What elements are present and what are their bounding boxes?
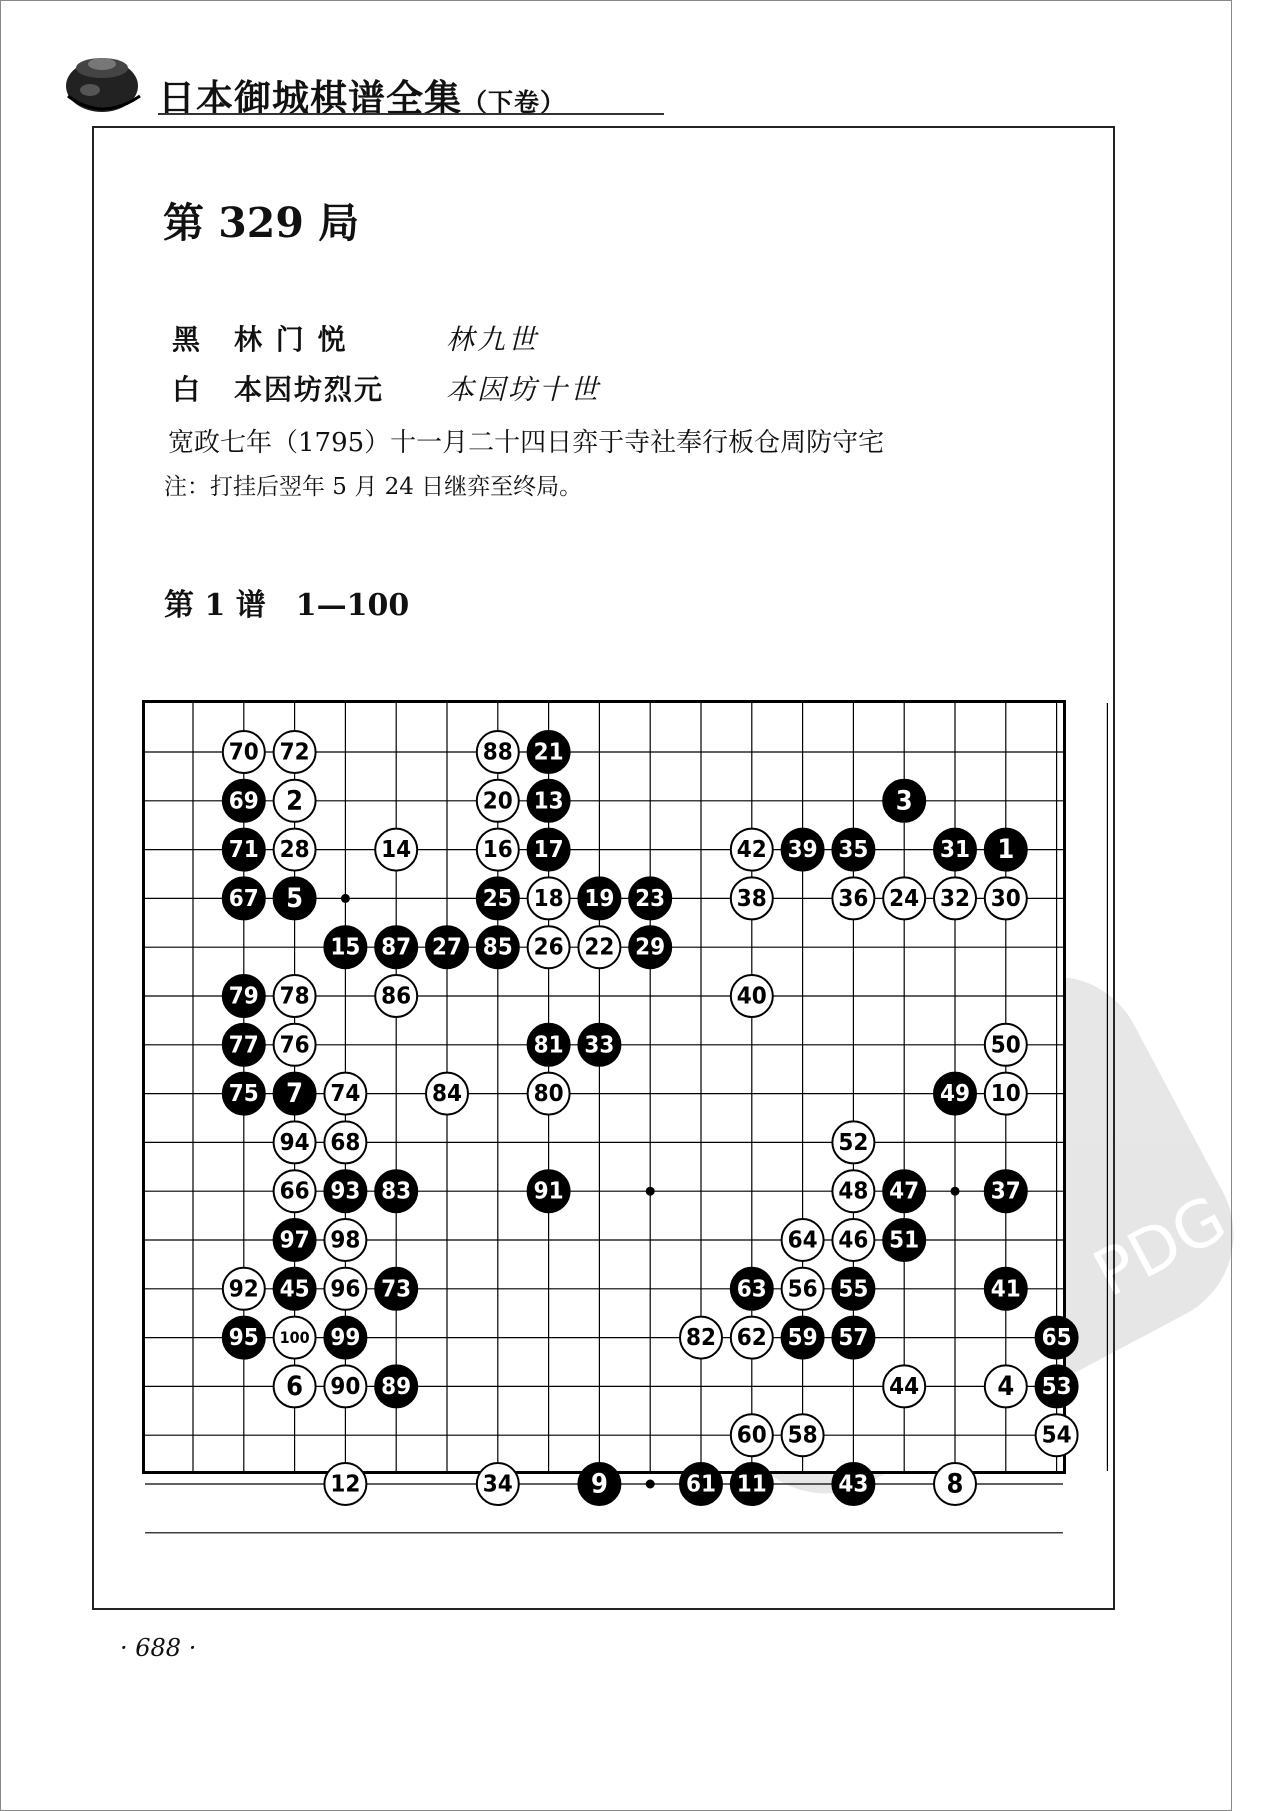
black-stone-11 [731,1463,773,1505]
black-stone-9 [578,1463,620,1505]
move-number: 71 [228,837,259,864]
move-number: 91 [533,1178,564,1205]
white-stone-94 [274,1121,316,1163]
black-stone-69 [223,780,265,822]
move-number: 60 [736,1422,767,1449]
move-number: 44 [889,1373,920,1400]
black-stone-1 [985,829,1027,871]
move-number: 5 [286,882,304,914]
black-stone-77 [223,1024,265,1066]
white-stone-42 [731,829,773,871]
white-stone-14 [375,829,417,871]
black-stone-65 [1036,1317,1078,1359]
move-number: 100 [279,1328,310,1348]
black-stone-13 [528,780,570,822]
white-stone-4 [985,1365,1027,1407]
move-number: 45 [279,1276,310,1303]
black-stone-93 [324,1170,366,1212]
go-bowl-logo-icon [62,46,148,116]
book-title-text: 日本御城棋谱全集 [158,77,462,120]
white-stone-96 [324,1268,366,1310]
white-stone-90 [324,1365,366,1407]
move-number: 6 [286,1370,304,1402]
white-player-title: 本因坊十世 [446,373,602,406]
move-number: 29 [635,934,666,961]
move-number: 34 [482,1471,513,1498]
white-stone-82 [680,1317,722,1359]
move-number: 27 [432,934,462,961]
white-stone-98 [324,1219,366,1261]
white-stone-54 [1036,1414,1078,1456]
black-player-title: 林九世 [446,323,540,356]
black-stone-91 [528,1170,570,1212]
move-number: 3 [895,785,913,817]
black-stone-29 [629,926,671,968]
white-stone-36 [832,877,874,919]
move-number: 22 [584,934,615,961]
white-stone-60 [731,1414,773,1456]
move-number: 82 [686,1325,716,1352]
game-title: 第 329 局 [163,199,360,247]
move-number: 33 [584,1032,615,1059]
move-number: 47 [889,1178,920,1205]
black-stone-89 [375,1365,417,1407]
move-number: 28 [279,837,310,864]
black-stone-39 [782,829,824,871]
white-stone-6 [274,1365,316,1407]
game-date-location: 宽政七年（1795）十一月二十四日弈于寺社奉行板仓周防守宅 [168,428,885,458]
move-number: 18 [533,885,564,912]
move-number: 13 [533,788,564,815]
white-stone-28 [274,829,316,871]
black-stone-17 [528,829,570,871]
white-stone-8 [934,1463,976,1505]
black-player-name: 林 门 悦 [234,323,348,356]
black-stone-57 [832,1317,874,1359]
black-stone-75 [223,1073,265,1115]
move-number: 58 [787,1422,818,1449]
white-stone-76 [274,1024,316,1066]
black-stone-99 [324,1317,366,1359]
move-number: 75 [228,1081,259,1108]
white-stone-62 [731,1317,773,1359]
black-stone-5 [274,877,316,919]
black-stone-37 [985,1170,1027,1212]
move-number: 14 [381,837,412,864]
move-number: 65 [1041,1325,1072,1352]
white-stone-10 [985,1073,1027,1115]
black-stone-43 [832,1463,874,1505]
move-number: 38 [736,885,767,912]
black-color-label: 黑 [172,323,201,356]
move-number: 92 [228,1276,259,1303]
move-number: 52 [838,1129,869,1156]
black-stone-59 [782,1317,824,1359]
volume-label: （下卷） [462,88,567,117]
white-stone-66 [274,1170,316,1212]
move-number: 1 [997,834,1015,866]
move-number: 74 [330,1081,361,1108]
white-player-name: 本因坊烈元 [234,373,385,406]
move-number: 12 [330,1471,361,1498]
white-stone-24 [883,877,925,919]
move-number: 69 [228,788,259,815]
move-number: 93 [330,1178,361,1205]
move-number: 15 [330,934,361,961]
move-number: 24 [889,885,920,912]
black-stone-81 [528,1024,570,1066]
move-number: 11 [736,1471,767,1498]
move-number: 40 [736,983,767,1010]
go-board [142,700,1072,1500]
white-stone-100 [274,1317,316,1359]
page-header [62,40,622,120]
move-number: 8 [946,1468,964,1500]
move-number: 26 [533,934,564,961]
move-number: 98 [330,1227,361,1254]
move-number: 54 [1041,1422,1072,1449]
black-stone-51 [883,1219,925,1261]
move-number: 87 [381,934,412,961]
move-number: 99 [330,1325,361,1352]
black-stone-87 [375,926,417,968]
move-number: 30 [990,885,1021,912]
white-stone-38 [731,877,773,919]
move-number: 35 [838,837,869,864]
white-stone-20 [477,780,519,822]
white-stone-48 [832,1170,874,1212]
black-stone-55 [832,1268,874,1310]
move-number: 31 [940,837,970,864]
page-number: · 688 · [120,1634,197,1662]
white-stone-22 [578,926,620,968]
move-number: 7 [286,1078,304,1110]
move-number: 73 [381,1276,412,1303]
white-stone-58 [782,1414,824,1456]
move-number: 83 [381,1178,412,1205]
black-stone-85 [477,926,519,968]
black-stone-73 [375,1268,417,1310]
star-point [341,894,350,903]
move-number: 79 [228,983,259,1010]
white-stone-74 [324,1073,366,1115]
move-number: 66 [279,1178,310,1205]
black-stone-83 [375,1170,417,1212]
black-stone-71 [223,829,265,871]
move-number: 78 [279,983,310,1010]
move-number: 4 [997,1370,1015,1402]
move-number: 55 [838,1276,869,1303]
move-number: 37 [990,1178,1021,1205]
move-number: 39 [787,837,818,864]
black-stone-25 [477,877,519,919]
white-stone-18 [528,877,570,919]
move-number: 36 [838,885,869,912]
white-stone-32 [934,877,976,919]
black-stone-45 [274,1268,316,1310]
black-stone-7 [274,1073,316,1115]
white-stone-12 [324,1463,366,1505]
move-number: 20 [482,788,513,815]
white-stone-46 [832,1219,874,1261]
white-stone-16 [477,829,519,871]
black-stone-21 [528,731,570,773]
black-stone-95 [223,1317,265,1359]
move-number: 85 [482,934,513,961]
chart-title: 第 1 谱 1—100 [164,588,410,623]
move-number: 94 [279,1129,310,1156]
black-stone-97 [274,1219,316,1261]
move-number: 62 [736,1325,767,1352]
white-stone-34 [477,1463,519,1505]
move-number: 68 [330,1129,361,1156]
black-stone-23 [629,877,671,919]
move-number: 53 [1041,1373,1072,1400]
move-number: 95 [228,1325,259,1352]
black-stone-53 [1036,1365,1078,1407]
move-number: 51 [889,1227,920,1254]
move-number: 64 [787,1227,818,1254]
move-number: 63 [736,1276,767,1303]
black-stone-33 [578,1024,620,1066]
game-note: 注：打挂后翌年 5 月 24 日继弈至终局。 [164,474,583,500]
white-stone-68 [324,1121,366,1163]
move-number: 84 [432,1081,462,1108]
white-stone-26 [528,926,570,968]
move-number: 48 [838,1178,869,1205]
move-number: 50 [990,1032,1021,1059]
black-stone-3 [883,780,925,822]
move-number: 97 [279,1227,310,1254]
move-number: 23 [635,885,666,912]
move-number: 17 [533,837,564,864]
white-color-label: 白 [172,373,201,406]
white-stone-2 [274,780,316,822]
move-number: 2 [286,785,304,817]
move-number: 59 [787,1325,818,1352]
move-number: 67 [228,885,259,912]
move-number: 46 [838,1227,869,1254]
move-number: 16 [482,837,513,864]
move-number: 96 [330,1276,361,1303]
move-number: 43 [838,1471,869,1498]
black-stone-61 [680,1463,722,1505]
star-point [646,1187,655,1196]
move-number: 90 [330,1373,361,1400]
black-stone-31 [934,829,976,871]
move-number: 42 [736,837,767,864]
white-stone-52 [832,1121,874,1163]
move-number: 80 [533,1081,564,1108]
move-number: 56 [787,1276,818,1303]
star-point [951,1187,960,1196]
white-stone-56 [782,1268,824,1310]
move-number: 49 [940,1081,970,1108]
move-number: 25 [482,885,513,912]
move-number: 19 [584,885,615,912]
move-number: 61 [686,1471,716,1498]
white-stone-50 [985,1024,1027,1066]
white-stone-86 [375,975,417,1017]
move-number: 72 [279,739,310,766]
white-stone-70 [223,731,265,773]
move-number: 41 [990,1276,1021,1303]
white-stone-30 [985,877,1027,919]
white-player-row [172,368,601,408]
move-number: 86 [381,983,412,1010]
move-number: 32 [940,885,970,912]
white-stone-44 [883,1365,925,1407]
white-stone-88 [477,731,519,773]
black-player-row [172,318,539,358]
watermark-text: PDG [1082,1182,1239,1312]
move-number: 10 [990,1081,1021,1108]
white-stone-80 [528,1073,570,1115]
move-number: 81 [533,1032,564,1059]
black-stone-35 [832,829,874,871]
white-stone-40 [731,975,773,1017]
white-stone-84 [426,1073,468,1115]
black-stone-27 [426,926,468,968]
white-stone-64 [782,1219,824,1261]
black-stone-47 [883,1170,925,1212]
move-number: 9 [590,1468,608,1500]
black-stone-15 [324,926,366,968]
move-number: 76 [279,1032,310,1059]
move-number: 57 [838,1325,869,1352]
white-stone-92 [223,1268,265,1310]
header-rule [158,113,664,115]
move-number: 77 [228,1032,259,1059]
black-stone-63 [731,1268,773,1310]
move-number: 88 [482,739,513,766]
black-stone-41 [985,1268,1027,1310]
white-stone-72 [274,731,316,773]
star-point [646,1480,655,1489]
black-stone-67 [223,877,265,919]
move-number: 21 [533,739,564,766]
black-stone-19 [578,877,620,919]
black-stone-49 [934,1073,976,1115]
white-stone-78 [274,975,316,1017]
move-number: 89 [381,1373,412,1400]
black-stone-79 [223,975,265,1017]
move-number: 70 [228,739,259,766]
